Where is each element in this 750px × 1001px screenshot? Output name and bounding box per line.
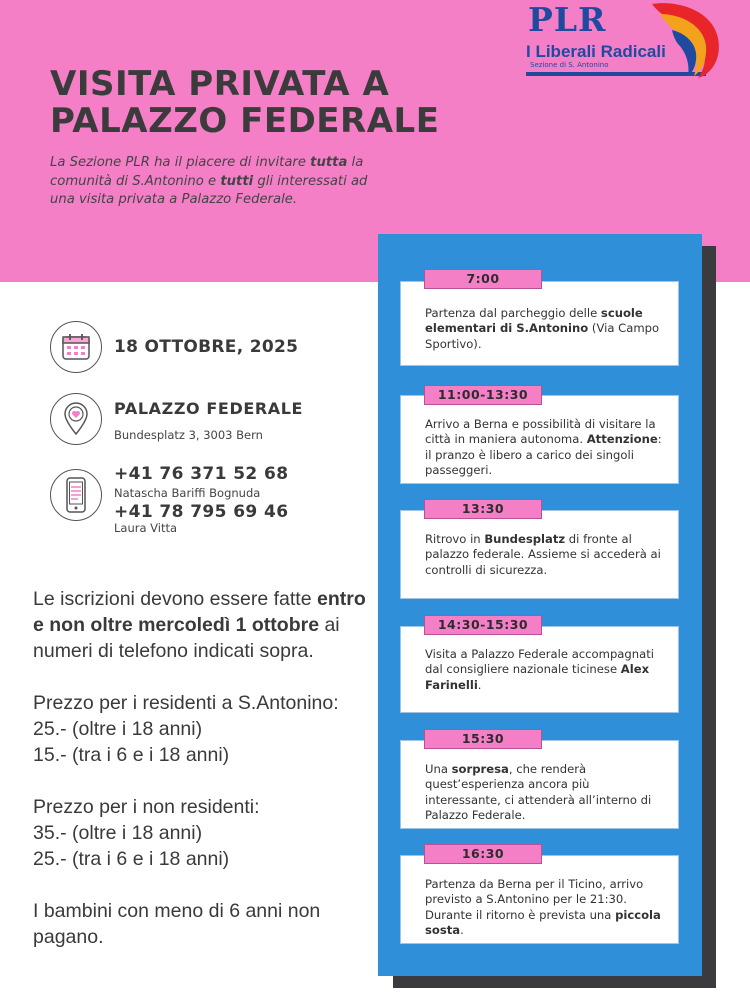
schedule-step — [400, 740, 679, 829]
intro-bold-2: tutti — [220, 173, 254, 189]
residents-heading: Prezzo per i residenti a S.Antonino: — [33, 692, 339, 714]
intro-paragraph — [50, 154, 380, 210]
step-description — [425, 417, 662, 478]
step-text: . — [477, 677, 482, 692]
step-description — [425, 762, 662, 823]
schedule-step — [400, 281, 679, 366]
step-highlight: Attenzione — [586, 432, 658, 447]
step-highlight: scuole elementari di S.Antonino — [425, 306, 643, 336]
title-line-1: VISITA PRIVATA A — [50, 64, 390, 104]
logo-name: I Liberali Radicali — [526, 42, 666, 61]
event-address: Bundesplatz 3, 3003 Bern — [114, 428, 263, 442]
step-highlight: piccola sosta — [425, 907, 661, 937]
step-text: Visita a Palazzo Federale accompagnati dal consigliere nazionale ticinese — [425, 647, 654, 677]
logo-brand: PLR — [528, 0, 607, 39]
step-text: (Via Campo Sportivo). — [425, 321, 660, 351]
contact-name-2: Laura Vitta — [114, 521, 178, 535]
intro-text-1: La Sezione PLR ha il piacere di invitare — [50, 155, 311, 170]
step-highlight: Alex Farinelli — [425, 662, 650, 692]
contact-phone-2[interactable]: +41 78 795 69 46 — [114, 502, 289, 522]
schedule-step — [400, 395, 679, 484]
step-time: 16:30 — [424, 844, 542, 864]
step-text: Partenza da Berna per il Ticino, arrivo previsto a S.Antonino per le 21:30. Durante il ritorno è prevista una — [425, 877, 644, 922]
step-text: . — [460, 922, 464, 937]
registration-text-2: ai numeri di telefono indicati sopra. — [33, 614, 340, 662]
step-time: 15:30 — [424, 729, 542, 749]
registration-deadline: entro e non oltre mercoledì 1 ottobre — [33, 588, 366, 636]
registration-text-1: Le iscrizioni devono essere fatte — [33, 588, 312, 610]
step-text: : il pranzo è libero a carico dei singoli passeggeri. — [425, 432, 662, 477]
step-text: Partenza dal parcheggio delle — [425, 306, 601, 320]
step-time: 11:00-13:30 — [424, 385, 542, 405]
intro-text-2: la comunità di S.Antonino e — [50, 155, 364, 189]
step-text: Ritrovo in — [425, 532, 485, 546]
event-place: PALAZZO FEDERALE — [114, 399, 304, 418]
title-line-2: PALAZZO FEDERALE — [50, 101, 440, 141]
registration-info — [33, 586, 368, 950]
price-line: 25.- (tra i 6 e i 18 anni) — [33, 848, 230, 870]
logo-section: Sezione di S. Antonino — [530, 61, 609, 69]
step-time: 14:30-15:30 — [424, 615, 542, 635]
step-text: Arrivo a Berna e possibilità di visitare la città in maniera autonoma. — [425, 417, 656, 447]
step-description — [425, 877, 662, 938]
calendar-icon — [50, 321, 102, 373]
step-description — [425, 306, 662, 352]
step-highlight: Bundesplatz — [484, 532, 566, 546]
page-title — [50, 66, 439, 140]
step-description — [425, 647, 662, 693]
price-line: 35.- (oltre i 18 anni) — [33, 822, 203, 844]
schedule-step — [400, 855, 679, 944]
step-highlight: sorpresa — [451, 762, 509, 776]
location-pin-icon — [50, 393, 102, 445]
step-time: 7:00 — [424, 269, 542, 289]
contact-phone-1[interactable]: +41 76 371 52 68 — [114, 464, 289, 484]
schedule-step — [400, 626, 679, 713]
nonresidents-heading: Prezzo per i non residenti: — [33, 796, 260, 818]
intro-text-3: gli interessati ad una visita privata a Palazzo Federale. — [50, 173, 368, 207]
price-line: 25.- (oltre i 18 anni) — [33, 718, 203, 740]
intro-bold-1: tutta — [310, 155, 348, 170]
step-text: , che renderà quest’esperienza ancora più interessante, ci attenderà all’interno di Palazzo Federale. — [425, 762, 652, 822]
step-time: 13:30 — [424, 499, 542, 519]
contact-name-1: Natascha Bariffi Bognuda — [114, 486, 261, 500]
plr-logo — [522, 0, 722, 82]
price-line: 15.- (tra i 6 e i 18 anni) — [33, 744, 230, 766]
step-description — [425, 532, 662, 578]
phone-icon — [50, 469, 102, 521]
registration-paragraph — [33, 586, 368, 664]
step-text: di fronte al palazzo federale. Assieme si accederà ai controlli di sicurezza. — [425, 532, 661, 577]
step-text: Una — [425, 762, 452, 776]
children-note: I bambini con meno di 6 anni non pagano. — [33, 900, 321, 948]
schedule-step — [400, 510, 679, 599]
torch-flame-icon — [632, 0, 724, 80]
event-date: 18 OTTOBRE, 2025 — [114, 337, 299, 357]
